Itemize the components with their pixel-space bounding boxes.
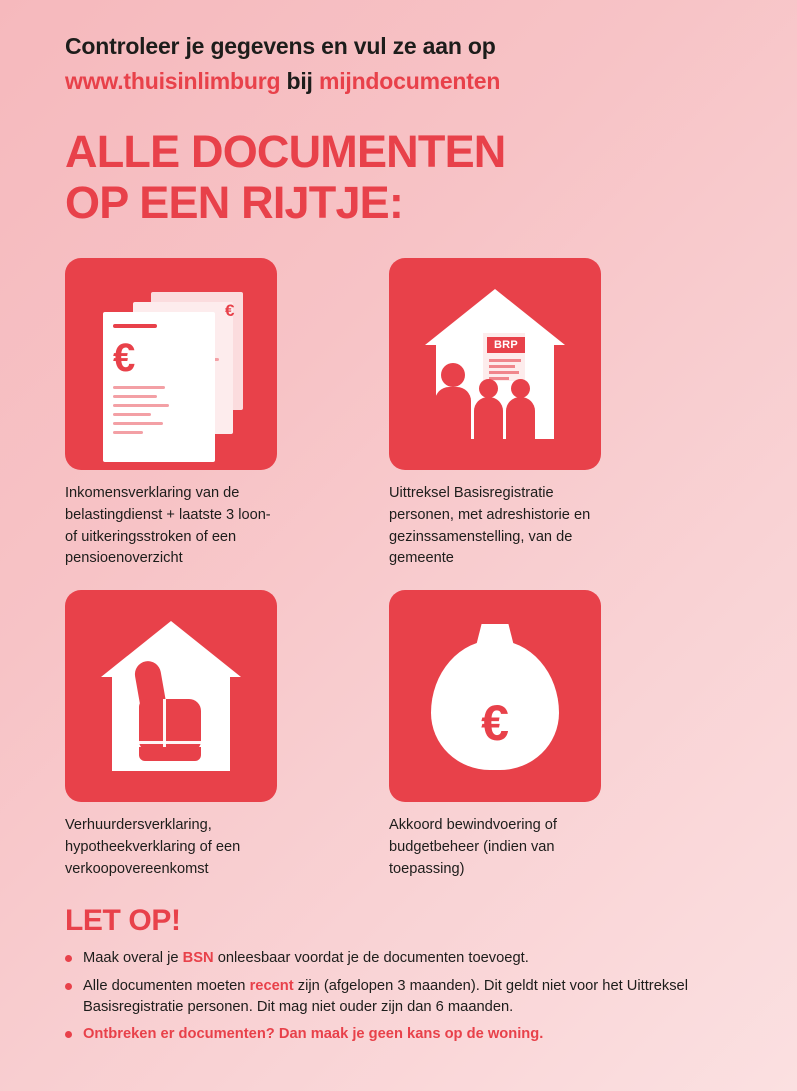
sheet-line bbox=[113, 413, 151, 416]
house-roof bbox=[101, 621, 241, 677]
intro-line-1: Controleer je gegevens en vul ze aan op bbox=[65, 33, 496, 59]
document-card-grid bbox=[65, 258, 737, 880]
sheet-line bbox=[113, 324, 157, 328]
intro-conjunction: bij bbox=[280, 67, 319, 94]
euro-symbol-small: € bbox=[225, 301, 235, 321]
highlighted-term: recent bbox=[249, 977, 294, 994]
website-link[interactable]: www.thuisinlimburg bbox=[65, 67, 281, 94]
person-body bbox=[435, 387, 471, 439]
thumb-detail bbox=[139, 741, 201, 744]
document-card bbox=[65, 258, 277, 570]
note-text: Maak overal je bbox=[83, 950, 183, 967]
document-card bbox=[389, 590, 601, 880]
note-text: zijn (afgelopen 3 maanden). Dit geldt niet voor het Uittreksel Basisregistratie personen. Dit mag niet ouder zijn dan 6 maanden. bbox=[83, 977, 688, 1015]
list-item bbox=[65, 1024, 737, 1045]
list-item bbox=[65, 948, 737, 969]
house-thumbs-up-icon bbox=[65, 590, 277, 802]
intro-text bbox=[65, 30, 737, 97]
house-shape bbox=[101, 621, 241, 771]
card-caption: Verhuurdersverklaring, hypotheekverklaring of een verkoopovereenkomst bbox=[65, 817, 241, 877]
euro-symbol-large: € bbox=[113, 336, 136, 381]
section-link[interactable]: mijndocumenten bbox=[318, 67, 501, 94]
payslips-icon bbox=[65, 258, 277, 470]
person-body bbox=[474, 397, 503, 439]
brp-line bbox=[489, 359, 521, 362]
person-body bbox=[506, 397, 535, 439]
card-caption: Uittreksel Basisregistratie personen, met adreshistorie en gezinssamenstelling, van de gemeente bbox=[389, 485, 591, 567]
document-card bbox=[389, 258, 601, 570]
brp-line bbox=[489, 365, 515, 368]
brp-line bbox=[489, 371, 519, 374]
person-head bbox=[479, 379, 498, 398]
card-caption: Inkomensverklaring van de belastingdienst + laatste 3 loon- of uitkeringsstroken of een pensioenoverzicht bbox=[65, 485, 271, 567]
money-bag-tie bbox=[467, 650, 523, 662]
highlighted-term: BSN bbox=[182, 950, 214, 967]
page-title bbox=[65, 127, 737, 228]
page-title-line-2: OP EEN RIJTJE: bbox=[65, 176, 404, 228]
person-head bbox=[511, 379, 530, 398]
thumb-cuff bbox=[139, 747, 201, 761]
sheet-line bbox=[113, 395, 157, 398]
document-card bbox=[65, 590, 277, 880]
page-title-line-1: ALLE DOCUMENTEN bbox=[65, 126, 506, 178]
note-text: onleesbaar voordat je de documenten toevoegt. bbox=[213, 950, 529, 967]
thumb-detail bbox=[163, 699, 166, 747]
brp-document bbox=[481, 331, 527, 383]
brp-badge: BRP bbox=[487, 337, 525, 353]
sheet-line bbox=[113, 431, 143, 434]
sheet-line bbox=[113, 386, 165, 389]
house-shape bbox=[425, 289, 565, 439]
money-bag-icon bbox=[389, 590, 601, 802]
euro-symbol: € bbox=[481, 695, 509, 752]
person-head bbox=[441, 363, 465, 387]
card-caption: Akkoord bewindvoering of budgetbeheer (indien van toepassing) bbox=[389, 817, 557, 877]
intro-line-2 bbox=[65, 65, 737, 98]
house-family-brp-icon bbox=[389, 258, 601, 470]
attention-list bbox=[65, 948, 737, 1045]
note-text: Alle documenten moeten bbox=[83, 977, 250, 994]
sheet-line bbox=[113, 422, 163, 425]
attention-title: LET OP! bbox=[65, 904, 181, 938]
list-item bbox=[65, 976, 737, 1019]
highlighted-term: Ontbreken er documenten? Dan maak je geen kans op de woning. bbox=[83, 1026, 544, 1043]
sheet-line bbox=[113, 404, 169, 407]
